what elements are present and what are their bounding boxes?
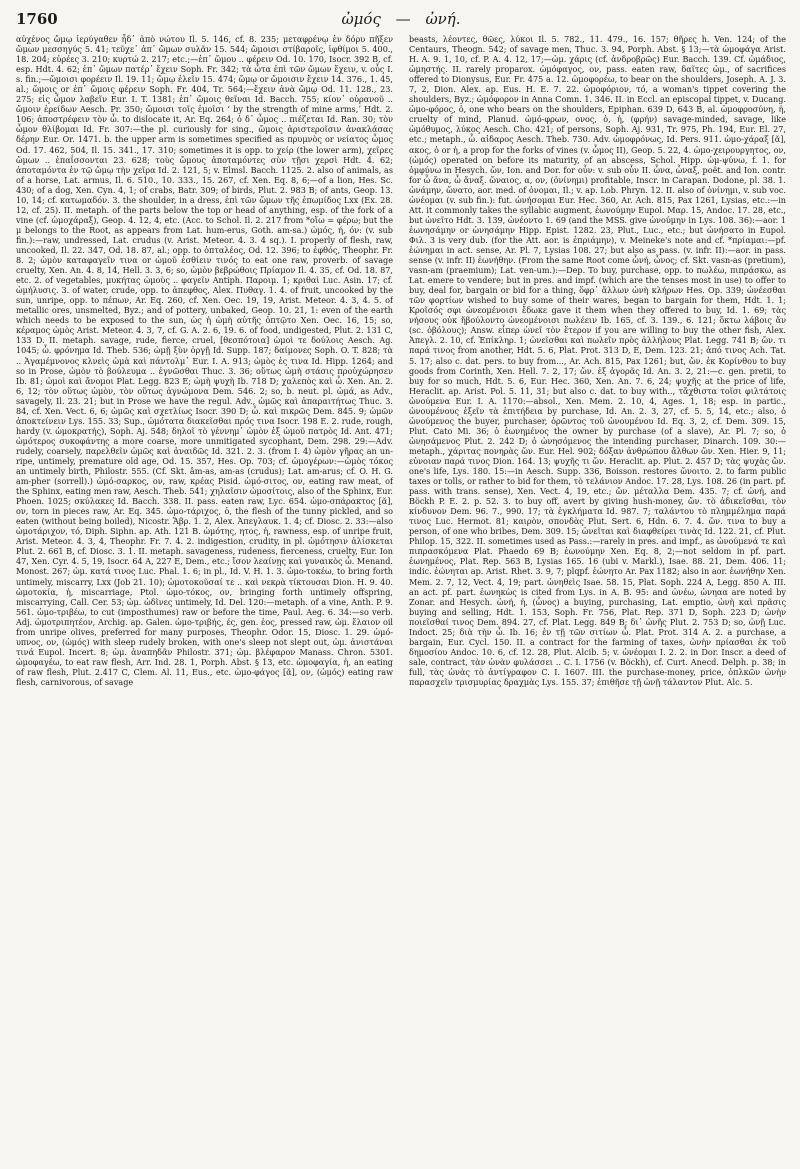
guide-word-first: ὠμός <box>341 10 381 28</box>
column-left <box>16 34 393 1164</box>
column-right-text: beasts, λέοντες, θῶες, λύκοι Il. 5. 782., 11. 479., 16. 157; θῆρες h. Ven. 124; of the Centaurs, Theogn. 542; of savage men, Thuc. 3. 94, Porph. Abst. § 13;—τὰ ὠμοφάγα Arist. H. A. 9. 1, 10, cf. P. A. 4. 12, 17;—ὠμ. χάρις (cf. ἀνδροβρῶς) Eur. Bacch. 139. Cf. ὠμάδιος, ὠμηστής. II. rarely proparox. ὠμόφαγος, ον, pass. eaten raw, δαῖτες ὠμ., of sacrifices offered to Dionysus, Eur. Fr. 475 a. 12. ὠμοφορέω, to bear on the shoulders, Joseph. A. J. 3. 7, 2, Dion. Alex. ap. Eus. H. E. 7. 22. ὠμοφόριον, τό, a woman's tippet covering the shoulders, Byz.; ὠμόφορον in Anna Comn. 1. 346. II. in Eccl. an episcopal tippet, v. Ducang. ὠμο-φόρος, ὁ, one who bears on the shoulders, Epiphan. 639 D, 643 B, al. ὠμοφροσύνη, ἡ, cruelty of mind, Planud. ὠμό-φρων, ονος, ὁ, ἡ, (φρήν) savage-minded, savage, like ὠμόθυμος, λύκος Aesch. Cho. 421; of persons, Soph. Aj. 931, Tr. 975, Ph. 194, Eur. El. 27, etc.; metaph., ὦ. αἰδαρος Aesch. Theb. 730. Adv. ὠμοφρόνως, Id. Pers. 911. ὠμο-χάραξ [ᾰ], ακος, ὁ or ἡ, a prop for the forks of vines (v. ὦμος II), Geop. 5. 22, 4. ὠμο-χειρουργητος, ον, (ὠμός) operated on before its maturity, of an abscess, Schol. Hipp. ὠμ-ψύνω, f. 1. for ὀμφύνω in Hesych. ὤν, Ion. and Dor. for οὖν: v. sub οὖν II. ὦνα, ὦναξ, poët. and Ion. contr. for ὦ ἄνα, ὦ ἄναξ. ὤναιος, α, ον, (ὀνίνημι) profitable, Inscr. in Carapan. Dodone, pl. 38. 1. ὠνάμην, ὤνατο, aor. med. of ὀνομαι, Il.; v. ap. Lob. Phryn. 12. II. also of ὀνίνημι, v. sub voc. ὠνέομαι (v. sub fin.): fut. ὠνήσομαι Eur. Hec. 360, Ar. Ach. 815, Pax 1261, Lysias, etc.:—in Att. it commonly takes the syllabic augment, ἐωνούμην Eupol. Μαρ. 15, Andoc. 17. 28, etc., but ὠνεῖτο Hdt. 3. 139, ὠνέοντο 1. 69 (and the MSS. give ὠνούμην in Lys. 108. 36):—aor. 1 ἐωνησάμην or ὠνησάμην Hipp. Epist. 1282. 23, Plut., Luc., etc.; but ὠνήσατο in Eupol. Φιλ. 3 is very dub. (for the Att. aor. is ἐπριάμην), v. Meineke's note and cf. *πρίαμαι:—pf. ἐώνημαι in act. sense, Ar. Pl. 7, Lysias 108. 27; but also as pass. (v. infr. II):—aor. in pass. sense (v. infr. II) ἐωνήθην. (From the same Root come ὦνή, ὦνος; cf. Skt. vasn-as (pretium), vasn-am (praemium); Lat. ven-um.):—Dep. To buy, purchase, opp. to πωλέω, πιπράσκω, as Lat. emere to vendere; but in pres. and impf. (which are the tenses most in use) to offer to buy, deal for, bargain or bid for a thing, ὅφρ᾽ ἄλλων ὠνὴ κλήρων Hes. Op. 339; ὠνέεσθαι τῶν φορτίων wished to buy some of their wares, began to bargain for them, Hdt. 1. 1; Κροῖσός σφι ὠνεομένοισι ἔδωκε gave it them when they offered to buy, Id. 1. 69; τὰς νήσους οὐκ ἤβούλοντο ὠνεομένοισι πωλέειν Ib. 165, cf. 3. 139., 6. 121; ὅκτω λάβοις ἄν (sc. ὀβόλους); Answ. εἶπερ ὠνεῖ τὸν ἕτερον if you are willing to buy the other fish, Alex. Ἀπεγλ. 2. 10, cf. Ἐπίκληρ. 1; ὠνεῖσθαι καὶ πωλεῖν πρὸς ἀλλήλους Plat. Legg. 741 B; ὤν. τι παρά τινος from another, Hdt. 5. 6, Plat. Prot. 313 D, E, Dem. 123. 21; ἀπό τινος Ach. Tat. 5. 17; also c. dat. pers. to buy from..., Ar. Ach. 815, Pax 1261; but, ὤν. ἐκ Κορίνθου to buy goods from Corinth, Xen. Hell. 7. 2, 17; ὤν. ἐξ ἀγορᾶς Id. An. 3. 2, 21:—c. gen. pretii, to buy for so much, Hdt. 5. 6, Eur. Hec. 360, Xen. An. 7. 6, 24; ψυχῆς at the price of life, Heraclit. ap. Arist. Pol. 5. 11, 31; but also c. dat. to buy with.., τἄχθιστα τοῖσι φιλτάτοις ὠνούμενα Eur. I. A. 1170:—absol., Xen. Mem. 2. 10, 4, Ages. 1, 18; esp. in partic., ὠνουμένους ἐξεῖν τὰ ἐπιτήδεια by purchase, Id. An. 2. 3, 27, cf. 5. 5, 14, etc.; also, ὁ ὠνούμενος the buyer, purchaser, ὁρῶντος τοῦ ὠνουμένου Id. Eq. 3, 2, cf. Dem. 309. 15, Plut. Cato Mi. 36; ὁ ἐωνημένος the owner by purchase (of a slave), Ar. Pl. 7; so, ὁ ὠνησάμενος Plut. 2. 242 D; ὁ ὠνησόμενος the intending purchaser, Dinarch. 109. 30:—metaph., χάριτας πονηρὰς ὤν. Eur. Hel. 902; δόξαν ἀνθρώπου ἄλθων ὤν. Xen. Hier. 9, 11; εὐνοιαν παρά τινος Dion. 164. 13; ψυχῆς τι ὤν. Heraclit. ap. Plut. 2. 457 D; τὰς ψυχὰς ὤν. one's life, Lys. 180. 15:—in Aesch. Supp. 336, Boisson. restores ὤνοιτο. 2. to farm public taxes or tolls, or rather to bid for them, τὸ τελάνιον Andoc. 17. 28, Lys. 108. 26 (in part. pf. pass. with trans. sense), Xen. Vect. 4, 19, etc.; ὤν. μέταλλα Dem. 435. 7; cf. ὠνή, and Böckh P. E. 2. p. 52. 3. to buy off, avert by giving hush-money, ὤν. τὸ ἀδικεῖσθαι, τὸν κίνδυνον Dem. 96. 7., 990. 17; τὰ ἐγκλήματα Id. 987. 7; ταλάντου τὸ πλημμέλημα παρά τινος Luc. Hermot. 81; καιρὸν, σπονδὰς Plut. Sert. 6, Hdn. 6. 7. 4. ὤν. τινα to buy a person, of one who bribes, Dem. 309. 15; ὠνεῖται καὶ διαφθείρει τινὰς Id. 122. 21, cf. Plut. Philop. 15, 322. II. sometimes used as Pass.:—rarely in pres. and impf., as ὠνούμενά τε καὶ πιπρασκόμενα Plat. Phaedo 69 B; ἐωνούμην Xen. Eq. 8, 2;—not seldom in pf. part. ἐωνημένος, Plat. Rep. 563 B, Lysias 165. 16 (ubi v. Markl.), Isae. 88. 21, Dem. 406. 11; indic. ἐώνηται ap. Arist. Rhet. 3. 9, 7; plqpf. ἐώνητο Ar. Pax 1182; also in aor. ἐωνήθην Xen. Mem. 2. 7, 12, Vect. 4, 19; part. ὠνηθεὶς Isae. 58. 15, Plat. Soph. 224 A, Legg. 850 A. III. an act. pf. part. ἐωνηκὼς is cited from Lys. in A. B. 95: and ὠνέω, ὠνηαα are noted by Zonar. and Hesych. ὠνή, ἡ, (ὦνος) a buying, purchasing, Lat. emptio, ὠνὴ καὶ πρᾶσις buying and selling, Hdt. 1. 153, Soph. Fr. 756, Plat. Rep. 371 D, Soph. 223 D; ὠνὴν ποιεῖσθαί τινος Dem. 894. 27, cf. Plat. Legg. 849 B; δι᾽ ὠνῆς Plut. 2. 753 D; so, ὠνῇ Luc. Indoct. 25; διὰ τὴν ὦ. Ib. 16; ἐν τῇ τῶν σιτίων ὦ. Plat. Prot. 314 A. 2. a purchase, a bargain, Eur. Cycl. 150. II. a contract for the farming of taxes, ὠνὴν πρίασθαι ἐκ τοῦ δημοσίου Andoc. 10. 6, cf. 12. 28, Plut. Alcib. 5; v. ὠνέομαι I. 2. 2. in Dor. Inscr. a deed of sale, contract, τὰν ὠνὰν φυλάσσει .. C. I. 1756 (v. Böckh), cf. Curt. Anecd. Delph. p. 38; in full, τὰς ὠνὰς τὸ ἀντίγραφον C. I. 1607. III. the purchase-money, price, ὀπλκῶν ὠνὴν παρασχεῖν τρισμυρίας δραχμὰς Lys. 155. 37; ἐπιθῆσε τῇ ὠνῇ τάλαντον Plut. Alc. 5. <box>409 34 786 687</box>
page-header <box>16 10 786 34</box>
guide-words <box>16 10 786 28</box>
guide-separator: — <box>395 10 411 28</box>
column-right <box>409 34 786 1164</box>
column-left-text: αὐχένος ὤμῳ ἱερύγαθεν ἦδ᾽ ἀπὸ νώτου Il. 5. 146, cf. 8. 235; μεταφρένῳ ἐν δόρυ πῆξεν ὤμων μεσσηγύς 5. 41; τεῦχε᾽ ἀπ᾽ ὤμων συλᾶν 15. 544; ὤμοισι στίβαροῖς, ἰφθίμοι 5. 400., 18. 204; εὐρέες 3. 210; κυρτώ 2. 217; etc.;—ἐπ᾽ ὤμου .. φέρειν Od. 10. 170, Isocr. 392 B, cf. esp. Hdt. 4. 62; ἐπ᾽ ὤμων πατέρ᾽ ἔχειν Soph. Fr. 342; τὰ ὦτα ἐπὶ τῶν ὤμων ἔχειν, v. οὖς I. s. fin.;—ὤμοισι φορέειν Il. 19. 11; ὤμῳ ἐλεῖν 15. 474; ὤμῳ or ὤμοισιν ἔχειν 14. 376., 1. 45, al.; ὤμοις or ἐπ᾽ ὤμοις φέρειν Soph. Fr. 404, Tr. 564;—ἔχειν ἀνὰ ὤμῳ Od. 11. 128., 23. 275; εἰς ὦμον λαβεῖν Eur. I. T. 1381; ἐπ᾽ ὤμοις θεῖναι Id. Bacch. 755; κίον᾽ οὐρανοῦ .. ὤμοιν ἐρείδων Aesch. Pr. 350; ὤμοισι τοῖς ἐμοῖσι ʻ by the strength of mine arms,ʼ Hdt. 2. 106; ἀποστρέφειν τὸν ὦ. to dislocate it, Ar. Eq. 264; ὁ δ᾽ ὦμος .. πιέζεται Id. Ran. 30; τὸν ὦμον θλίβομαι Id. Fr. 307:—the pl. curiously for sing., ὤμοις ἀριστεροῖσιν ἀνακλάσας δέρην Eur. Or. 1471. b. the upper arm is sometimes specified as πρυμνὸς or νείατος ὦμος Od. 17. 462, 504, Il. 15. 341., 17. 310; sometimes it is opp. to χείρ (the lower arm), χεῖρες ὤμων .. ἐπαΐσσονται 23. 628; τοὺς ὤμους ἀποταμόντες σὺν τῇσι χερσὶ Hdt. 4. 62; ἀποταμόντα ἐν τῷ ὤμῳ τὴν χεῖρα Id. 2. 121, 5; v. Elmsl. Bacch. 1125. 2. also of animals, as of a horse, Lat. armus, Il. 6. 510., 10. 333., 15. 267, cf. Xen. Eq. 8, 6;—of a lion, Hes. Sc. 430; of a dog, Xen. Cyn. 4, 1; of crabs, Batr. 309; of birds, Plut. 2. 983 B; of ants, Geop. 13. 10, 14; cf. κατωμαδόν. 3. the shoulder, in a dress, ἐπὶ τῶν ὤμων τῆς ἐπωμίδος Lxx (Ex. 28. 12, cf. 25). II. metaph. of the parts below the top or head of anything, esp. of the fork of a vine (cf. ὠμοχάραξ), Geop. 4. 12, 4, etc. (Acc. to Schol. Il. 2. 217 from *οἴω = φέρω; but the μ belongs to the Root, as appears from Lat. hum-erus, Goth. am-sa.) ὠμός, ή, όν: (v. sub fin.):—raw, undressed, Lat. crudus (v. Arist. Meteor. 4. 3. 4 sq.). I. properly of flesh, raw, uncooked, Il. 22. 347, Od. 18. 87, al.; opp. to ὀπταλέος, Od. 12. 396; to ἑφθός, Theophr. Fr. 8. 2; ὠμὸν καταφαγεῖν τινα or ὠμοῦ ἐσθίειν τινός to eat one raw, proverb. of savage cruelty, Xen. An. 4. 8, 14, Hell. 3. 3, 6; so, ὠμὸν βεβρώθοις Πρίαμον Il. 4. 35, cf. Od. 18. 87, etc. 2. of vegetables, μυκήτας ὠμοὺς .. φαγεῖν Antiph. Παροιμ. 1; κριθαὶ Luc. Asin. 17; cf. ὠμήλυσις. 3. of water, crude, opp. to ἀπεφθος, Alex. Πυθαγ. 1. 4. of fruit, uncooked by the sun, unripe, opp. to πέπων, Ar. Eq. 260, cf. Xen. Oec. 19, 19, Arist. Meteor. 4. 3, 4. 5. of metallic ores, unsmelted, Byz.; and of pottery, unbaked, Geop. 10. 21, 1: even of the earth which needs to be exposed to the sun, ὡς ἡ ὠμὴ αὐτῆς ὀπτῷτο Xen. Oec. 16, 15; so, κέραμος ὠμὸς Arist. Meteor. 4. 3, 7, cf. G. A. 2. 6, 19. 6. of food, undigested, Plut. 2. 131 C, 133 D. II. metaph. savage, rude, fierce, cruel, [θεσπότοια] ὠμοὶ τε δούλοις Aesch. Ag. 1045; ὦ. φρόνημα Id. Theb. 536; ὠμῇ ξὺν ὀργῇ Id. Supp. 187; δαίμονες Soph. O. T. 828; τὰ .. Ἀγαμέμνονος κλνεὶς ὠμὰ καὶ πάντολμ᾽ Eur. I. A. 913; ὠμὸς ἐς τινα Id. Hipp. 1264; and so in Prose, ὠμὸν τὸ βούλευμα .. ἐγνῶσθαι Thuc. 3. 36; οὕτως ὠμὴ στάσις προὐχώρησεν Ib. 81; ὠμοὶ καὶ ἄνομοι Plat. Legg. 823 E; ὠμὴ ψυχὴ Ib. 718 D; χαλεπὸς καὶ ὦ. Xen. An. 2. 6, 12; τὸν οὕτως ὠμὸν, τὸν οὕτως ἀγνώμονα Dem. 546. 2; so, b. neut. pl. ὠμά, as Adv., savagely, Il. 23. 21; but in Prose we have the regul. Adv., ὠμῶς καὶ ἀπαραιτήτως Thuc. 3. 84, cf. Xen. Vect. 6, 6; ὠμῶς καὶ σχετλίως Isocr. 390 D; ὦ. καὶ πικρῶς Dem. 845. 9; ὠμῶν ἀποκτείνειν Lys. 155. 33; Sup., ὠμότατα διακεῖσθαι πρός τινα Isocr. 198 E. 2. rude, rough, hardy (v. ὠμοκρατής), Soph. Aj. 548; δηλοῖ τὸ γέννημ᾽ ὠμὸν ἐξ ὠμοῦ πατρὸς Id. Ant. 471; ὠμότερος συκοφάντης a more coarse, more unmitigated sycophant, Dem. 298. 29:—Adv. rudely, coarsely, παρελθεῖν ὠμῶς καὶ ἀναιδῶς Id. 321. 2. 3. (from I. 4) ὠμὸν γῆρας an un-ripe, untimely, premature old age, Od. 15. 357, Hes. Op. 703; cf. ὠμογέρων:—ὠμὸς τόκος an untimely birth, Philostr. 555. (Cf. Skt. âm-as, am-as (crudus); Lat. am-arus; cf. O. H. G. am-pher (sorrell).) ὠμό-σαρκος, ον, raw, κρέας Pisid. ὠμό-σιτος, ον, eating raw meat, of the Sphinx, eating men raw, Aesch. Theb. 541; χηλαῖσιν ὠμοσίτοις, also of the Sphinx, Eur. Phoen. 1025; σκύλακες Id. Bacch. 338. II. pass. eaten raw, Lyc. 654. ὠμο-σπάρακτος [ᾰ], ον, torn in pieces raw, Ar. Eq. 345. ὠμο-τάριχος, ὁ, the flesh of the tunny pickled, and so eaten (without being boiled), Nicostr. Ἅβρ. 1. 2, Alex. Ἀπεγλαυκ. 1. 4; cf. Diosc. 2. 33:—also ὠμοτάριχον, τό, Diph. Siphn. ap. Ath. 121 B. ὠμότης, ητος, ἡ, rawness, esp. of unripe fruit, Arist. Meteor. 4. 3, 4, Theophr. Fr. 7. 4. 2. indigestion, crudity, in pl. ὠμότησιν ἁλίσκεται Plut. 2. 661 B, cf. Diosc. 3. 1. II. metaph. savageness, rudeness, fierceness, cruelty, Eur. Ion 47, Xen. Cyr. 4. 5, 19, Isocr. 64 A, 227 E, Dem., etc.; ἴσον λεαίνῃς καὶ γυναικὸς ὦ. Menand. Monost. 267; ὠμ. κατά τινος Luc. Phal. 1. 6; in pl., Id. V. H. 1. 3. ὠμο-τοκέω, to bring forth untimely, miscarry, Lxx (Job 21. 10); ὠμοτοκοῦσαί τε .. καὶ νεκρὰ τίκτουσαι Dion. H. 9. 40. ὠμοτοκία, ἡ, miscarriage, Ptol. ὠμο-τόκος, ον, bringing forth untimely offspring, miscarrying, Call. Cer. 53; ὠμ. ὠδῖνες untimely, Id. Del. 120:—metaph. of a vine, Anth. P. 9. 561. ὠμο-τριβέω, to cut (imposthumes) raw or before the time, Paul. Aeg. 6. 34:—so verb. Adj. ὠμοτριπητέον, Archig. ap. Galen. ὠμο-τριβής, ές, gen. ἑος, pressed raw, ὠμ. ἔλαιον oil from unripe olives, preferred for many purposes, Theophr. Odor. 15, Diosc. 1. 29. ὠμό-υπνος, ον, (ὠμός) with sleep rudely broken, with one's sleep not slept out, ὠμ. ἀνιστάναι τινά Eupol. Incert. 8; ὠμ. ἀναπηδᾶν Philostr. 371; ὠμ. βλέφαρον Manass. Chron. 5301. ὠμοφαγέω, to eat raw flesh, Arr. Ind. 28. 1, Porph. Abst. § 13, etc. ὠμοφαγία, ἡ, an eating of raw flesh, Plut. 2.417 C, Clem. Al. 11, Eus., etc. ὠμο-φάγος [ᾰ], ον, (ὠμός) eating raw flesh, carnivorous, of savage <box>16 34 393 687</box>
text-columns <box>16 34 786 1164</box>
guide-word-last: ὠνή. <box>425 10 461 28</box>
page-number: 1760 <box>16 10 58 28</box>
